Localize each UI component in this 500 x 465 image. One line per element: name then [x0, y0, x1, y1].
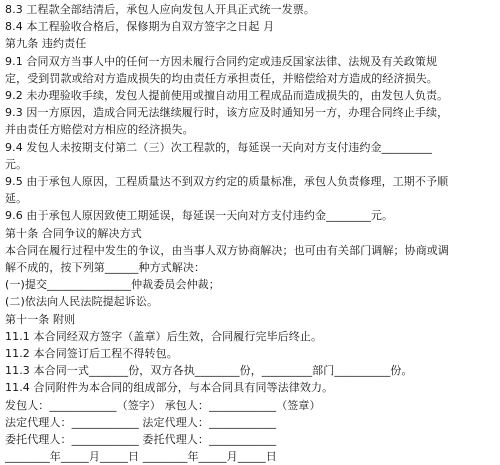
clause-9-5-line-1: 9.5 由于承包人原因，工程质量达不到双方约定的质量标准，承包人负责修理，工期不予顺	[5, 175, 449, 189]
clause-9-2: 9.2 未办理验收手续，发包人提前使用或擅自动用工程成品而造成损失的，由发包人负责。	[5, 89, 449, 103]
clause-9-3-line-1: 9.3 因一方原因，造成合同无法继续履行时，该方应及时通知另一方，办理合同终止手续，	[5, 106, 449, 120]
clause-11-1: 11.1 本合同经双方签字（盖章）后生效，合同履行完毕后终止。	[5, 329, 323, 343]
signature-dates: ________年_____月_____日 ________年_____月_____日	[5, 450, 277, 464]
clause-9-4-line-2: 元。	[5, 157, 28, 171]
dispute-option-2: (二)依法向人民法院提起诉讼。	[5, 295, 159, 309]
dispute-paragraph-line-2: 解不成的，按下列第______种方式解决：	[5, 261, 206, 275]
clause-8-3: 8.3 工程款全部结清后，承包人应向发包人开具正式统一发票。	[5, 3, 315, 16]
clause-9-1-line-1: 9.1 合同双方当事人中的任何一方因未履行合同约定或违反国家法律、法规及有关政策规	[5, 54, 438, 68]
signature-legal-representatives: 法定代理人：____________ 法定代理人：____________	[5, 415, 277, 429]
clause-9-5-line-2: 延。	[5, 192, 28, 206]
clause-9-6: 9.6 由于承包人原因致使工期延误，每延误一天向对方支付违约金________元。	[5, 209, 394, 223]
clause-11-2: 11.2 本合同签订后工程不得转包。	[5, 347, 178, 361]
clause-11-3: 11.3 本合同一式_______份，双方各执________份，_________部门__________份。	[5, 364, 413, 378]
clause-9-1-line-2: 定，受到罚款或给对方造成损失的均由责任方承担责任，并赔偿给对方造成的经济损失。	[5, 71, 438, 85]
clause-11-4: 11.4 合同附件为本合同的组成部分，与本合同具有同等法律效力。	[5, 381, 334, 395]
article-9-heading: 第九条 违约责任	[5, 37, 87, 51]
dispute-paragraph-line-1: 本合同在履行过程中发生的争议，由当事人双方协商解决；也可由有关部门调解；协商或调	[5, 243, 449, 257]
dispute-option-1: (一)提交_______________仲裁委员会仲裁；	[5, 278, 220, 292]
clause-9-3-line-2: 并由责任方赔偿对方相应的经济损失。	[5, 123, 194, 137]
clause-8-4: 8.4 本工程验收合格后，保修期为自双方签字之日起 月	[5, 20, 275, 34]
clause-9-4-line-1: 9.4 发包人未按期支付第二（三）次工程款的，每延误一天向对方支付违约金_________	[5, 140, 432, 154]
signature-parties: 发包人：____________（签字） 承包人：____________（签章）	[5, 398, 321, 412]
article-11-heading: 第十一条 附则	[5, 312, 76, 326]
article-10-heading: 第十条 合同争议的解决方式	[5, 226, 142, 240]
signature-authorized-agents: 委托代理人：____________ 委托代理人：____________	[5, 433, 277, 447]
